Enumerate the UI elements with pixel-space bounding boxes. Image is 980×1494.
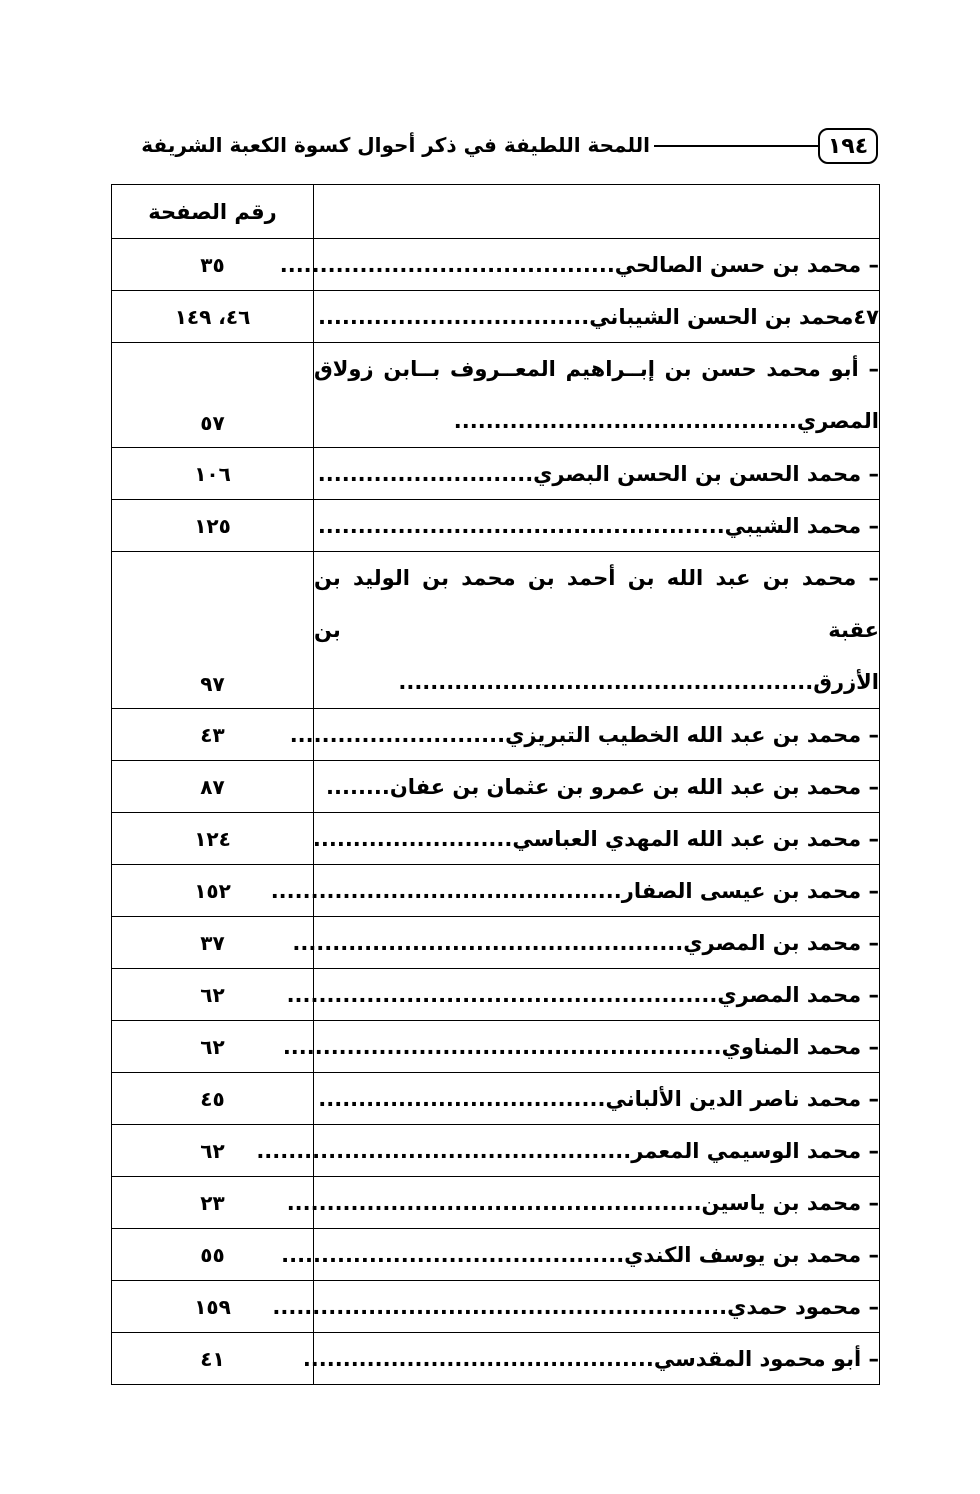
entry-page: ٢٣: [112, 1177, 314, 1229]
entry-page: ١٥٩: [112, 1281, 314, 1333]
entry-name: – محمد الشيبي.: [716, 513, 879, 538]
entry-name: – محمد الوسيمي المعمر: [631, 1138, 879, 1163]
entry-name: – محمد بن عيسى الصفار.: [613, 878, 879, 903]
leader-dots: ...................................: [318, 1086, 598, 1111]
leader-dots: ..........................: [317, 461, 526, 486]
entry-name-cell: [270, 865, 880, 917]
leader-dots: ..........................................: [279, 252, 615, 277]
entry-name-cell: [314, 761, 880, 813]
table-row: [112, 709, 880, 761]
leader-dots: .......: [326, 774, 382, 799]
entry-name-cell: [272, 1281, 880, 1333]
table-row: [112, 917, 880, 969]
table-row: [112, 239, 880, 291]
leader-dots: ...........................................: [453, 409, 797, 433]
table-row: [112, 813, 880, 865]
entry-name-cell: [314, 813, 880, 865]
entry-page: ٣٥: [112, 239, 314, 291]
entry-name-cell: [289, 709, 880, 761]
table-row: [112, 1281, 880, 1333]
page-column-header: رقم الصفحة: [112, 185, 314, 239]
entry-name: – أبو محمود المقدسي.: [645, 1346, 879, 1371]
entry-page: ٥٥: [112, 1229, 314, 1281]
table-row: [112, 343, 880, 448]
table-row: [112, 448, 880, 500]
header-rule: [654, 145, 818, 147]
entry-page: ٦٢: [112, 1125, 314, 1177]
entry-name-cell: [286, 1177, 880, 1229]
leader-dots: ...........................................: [302, 1346, 646, 1371]
entry-name-cell: [314, 552, 880, 709]
entry-name-cell: [314, 291, 880, 343]
entry-name-cell: [314, 500, 880, 552]
table-row: [112, 1177, 880, 1229]
leader-dots: .........................................................: [272, 1294, 728, 1319]
book-title: اللمحة اللطيفة في ذكر أحوال كسوة الكعبة الشريفة: [141, 133, 650, 157]
leader-dots: ......................................................: [286, 982, 718, 1007]
entry-name-cell: [286, 969, 880, 1021]
leader-dots: ...........................: [289, 722, 506, 747]
leader-dots: ..................................................: [317, 513, 717, 538]
entry-page: ١٠٦: [112, 448, 314, 500]
entry-name: – محمد بن عبد الله الخطيب التبريزي: [505, 722, 879, 747]
entry-page: ٤٥: [112, 1073, 314, 1125]
entry-page: ٣٧: [112, 917, 314, 969]
entry-name: – محمود حمدي: [727, 1294, 879, 1319]
entry-name-cell: [256, 1125, 880, 1177]
entry-name-cell: [302, 1333, 880, 1385]
entry-name: – محمد بن ياسين.: [693, 1190, 879, 1215]
leader-dots: ..........................................: [281, 1242, 617, 1267]
entry-name: – محمد المصري: [717, 982, 879, 1007]
entry-name: – محمد ناصر الدين الألباني.: [597, 1086, 879, 1111]
table-row: [112, 1073, 880, 1125]
table-row: [112, 291, 880, 343]
entry-name: – أبو محمد حسن بن إبــراهيم المعــروف بــابن زولاق المصري: [314, 357, 879, 433]
table-row: [112, 865, 880, 917]
entry-name: – محمد بن عبد الله بن عمرو بن عثمان بن عفان.: [381, 774, 879, 799]
leader-dots: ..................................: [317, 304, 590, 329]
entry-name: – محمد بن عبد الله المهدي العباسي.: [504, 826, 879, 851]
entry-name: – محمد بن عبد الله بن أحمد بن محمد بن الوليد بن عقبة بن الأزرق: [314, 566, 879, 694]
table-row: [112, 1333, 880, 1385]
leader-dots: ...........................................: [270, 878, 614, 903]
entry-page: ٦٢: [112, 969, 314, 1021]
leader-dots: ........................: [312, 826, 505, 851]
entry-page: ١٢٤: [112, 813, 314, 865]
table-row: [112, 761, 880, 813]
entry-name: – محمد بن حسن الصالحي: [614, 252, 879, 277]
page-number: ١٩٤: [818, 128, 878, 164]
entry-name-cell: [314, 448, 880, 500]
leader-dots: ...............................................: [256, 1138, 632, 1163]
table-row: [112, 552, 880, 709]
table-row: [112, 969, 880, 1021]
entry-page: ١٢٥: [112, 500, 314, 552]
entry-page: ٥٧: [112, 343, 314, 448]
entry-name-cell: [314, 1073, 880, 1125]
table-row: [112, 1229, 880, 1281]
table-row: [112, 500, 880, 552]
entry-name-cell: [314, 343, 880, 448]
entry-name-cell: [292, 917, 880, 969]
entry-page: ٨٧: [112, 761, 314, 813]
entry-name: – محمد بن يوسف الكندي.: [616, 1242, 879, 1267]
entry-name-cell: [279, 239, 880, 291]
entry-page: ٦٢: [112, 1021, 314, 1073]
name-column-header: [314, 185, 880, 239]
leader-dots: ...................................................: [286, 1190, 694, 1215]
index-table: [111, 184, 880, 1385]
entry-name: – محمد الحسن بن الحسن البصري.: [525, 461, 879, 486]
entry-page: ١٥٢: [112, 865, 314, 917]
entry-name-cell: [281, 1229, 880, 1281]
entry-page: ٩٧: [112, 552, 314, 709]
entry-name: – محمد المناوي.: [713, 1034, 879, 1059]
entry-page: ٤٦، ١٤٩: [112, 291, 314, 343]
table-header-row: [112, 185, 880, 239]
leader-dots: ......................................................: [282, 1034, 714, 1059]
entry-page: ٤٣: [112, 709, 314, 761]
leader-dots: ................................................: [292, 930, 676, 955]
entry-name-cell: [282, 1021, 880, 1073]
entry-name: ٤٧محمد بن الحسن الشيباني: [589, 304, 879, 329]
table-row: [112, 1021, 880, 1073]
entry-page: ٤١: [112, 1333, 314, 1385]
entry-name: – محمد بن المصري.: [675, 930, 879, 955]
leader-dots: ....................................................: [398, 670, 814, 694]
table-row: [112, 1125, 880, 1177]
page-header: [108, 122, 878, 172]
